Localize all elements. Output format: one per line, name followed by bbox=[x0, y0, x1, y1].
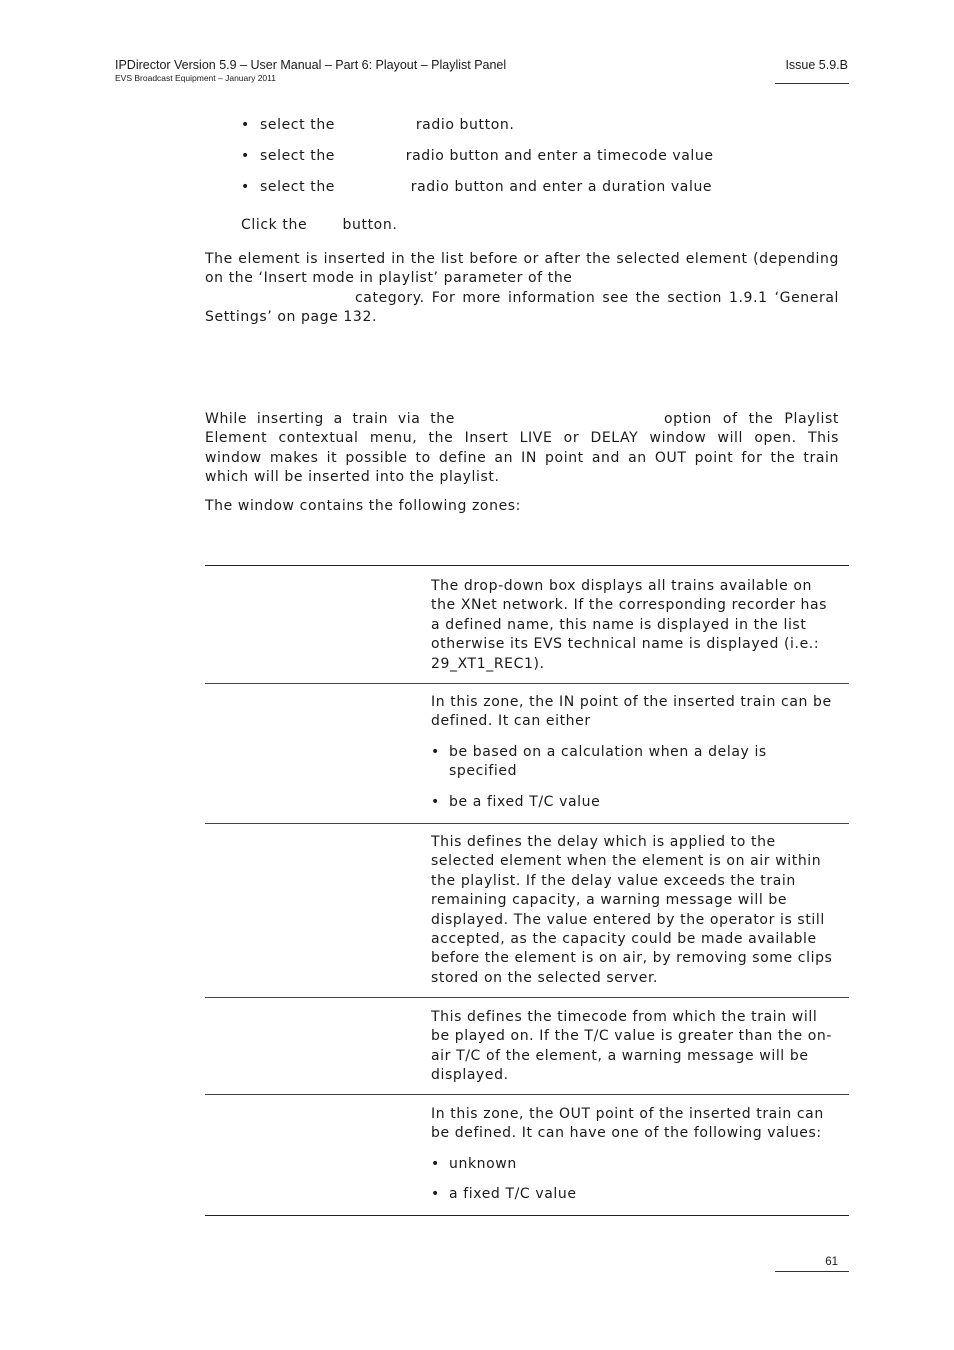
cell-bullet: • be based on a calculation when a delay is specified bbox=[431, 743, 843, 782]
cell-line: defined. It can either bbox=[431, 713, 591, 730]
cell-line: the XNet network. If the corresponding recorder has bbox=[431, 597, 828, 614]
header-subtitle: EVS Broadcast Equipment – January 2011 bbox=[115, 73, 276, 83]
cell-line: be defined. It can have one of the following values: bbox=[431, 1125, 822, 1142]
table-top-rule bbox=[205, 565, 849, 566]
cell-line: In this zone, the IN point of the inserted train can be bbox=[431, 694, 832, 710]
paragraph-line: The element is inserted in the list before or after the selected element (depending bbox=[205, 251, 839, 267]
table-row-delay bbox=[431, 833, 843, 988]
cell-line: air T/C of the element, a warning message will be bbox=[431, 1047, 809, 1064]
table-row-train bbox=[431, 577, 843, 674]
cell-line: a defined name, this name is displayed in the list bbox=[431, 616, 807, 633]
paragraph-line: which will be inserted into the playlist. bbox=[205, 469, 500, 486]
table-row-divider bbox=[205, 997, 849, 998]
header-rule bbox=[775, 83, 849, 84]
cell-line: stored on the selected server. bbox=[431, 969, 659, 986]
cell-line: displayed. bbox=[431, 1067, 509, 1084]
table-row-in-point bbox=[431, 693, 843, 812]
cell-line: be played on. If the T/C value is greater than the on- bbox=[431, 1028, 833, 1045]
table-bottom-rule bbox=[205, 1215, 849, 1216]
cell-bullet: • a fixed T/C value bbox=[431, 1185, 843, 1204]
paragraph-line: While inserting a train via the bbox=[205, 411, 455, 427]
cell-line: In this zone, the OUT point of the inserted train can bbox=[431, 1106, 824, 1122]
cell-line: 29_XT1_REC1). bbox=[431, 655, 545, 672]
page-number: 61 bbox=[825, 1256, 838, 1268]
table-row-divider bbox=[205, 683, 849, 684]
table-row-divider bbox=[205, 823, 849, 824]
footer-rule bbox=[775, 1271, 849, 1272]
cell-line: This defines the timecode from which the train will bbox=[431, 1009, 818, 1025]
cell-bullet: • unknown bbox=[431, 1155, 843, 1174]
click-instruction: Click the button. bbox=[241, 217, 398, 233]
cell-line: otherwise its EVS technical name is displayed (i.e.: bbox=[431, 636, 820, 653]
table-row-divider bbox=[205, 1094, 849, 1095]
table-row-timecode bbox=[431, 1008, 843, 1086]
header-title: IPDirector Version 5.9 – User Manual – Part 6: Playout – Playlist Panel bbox=[115, 58, 507, 72]
bullet-item: • select the radio button and enter a duration value bbox=[241, 178, 714, 209]
cell-line: The drop-down box displays all trains available on bbox=[431, 578, 812, 594]
table-row-out-point bbox=[431, 1105, 843, 1205]
cell-line: selected element when the element is on air within bbox=[431, 853, 822, 870]
header-issue: Issue 5.9.B bbox=[785, 58, 848, 72]
cell-bullet: • be a fixed T/C value bbox=[431, 793, 843, 812]
insert-paragraph bbox=[205, 250, 839, 328]
cell-line: before the element is on air, by removing some clips bbox=[431, 950, 833, 967]
bullet-item: • select the radio button and enter a timecode value bbox=[241, 147, 714, 178]
option-bullet-list bbox=[241, 116, 714, 209]
cell-line: displayed. The value entered by the operator is still bbox=[431, 911, 825, 928]
cell-line: accepted, as the capacity could be made available bbox=[431, 931, 817, 948]
paragraph-line: Element contextual menu, the Insert LIVE or DELAY window will open. This bbox=[205, 430, 839, 447]
cell-line: the playlist. If the delay value exceeds the train bbox=[431, 872, 796, 889]
cell-line: This defines the delay which is applied to the bbox=[431, 834, 776, 850]
bullet-item: • select the radio button. bbox=[241, 116, 714, 147]
paragraph-line: window makes it possible to define an IN point and an OUT point for the train bbox=[205, 449, 839, 466]
paragraph-line: Settings’ on page 132. bbox=[205, 309, 377, 326]
cell-line: remaining capacity, a warning message will be bbox=[431, 892, 788, 909]
paragraph-line: on the ‘Insert mode in playlist’ parameter of the bbox=[205, 270, 573, 287]
paragraph-line: category. For more information see the section 1.9.1 ‘General bbox=[355, 289, 839, 306]
train-paragraph bbox=[205, 410, 839, 488]
zones-intro: The window contains the following zones: bbox=[205, 498, 521, 514]
paragraph-line: option of the Playlist bbox=[664, 411, 839, 427]
